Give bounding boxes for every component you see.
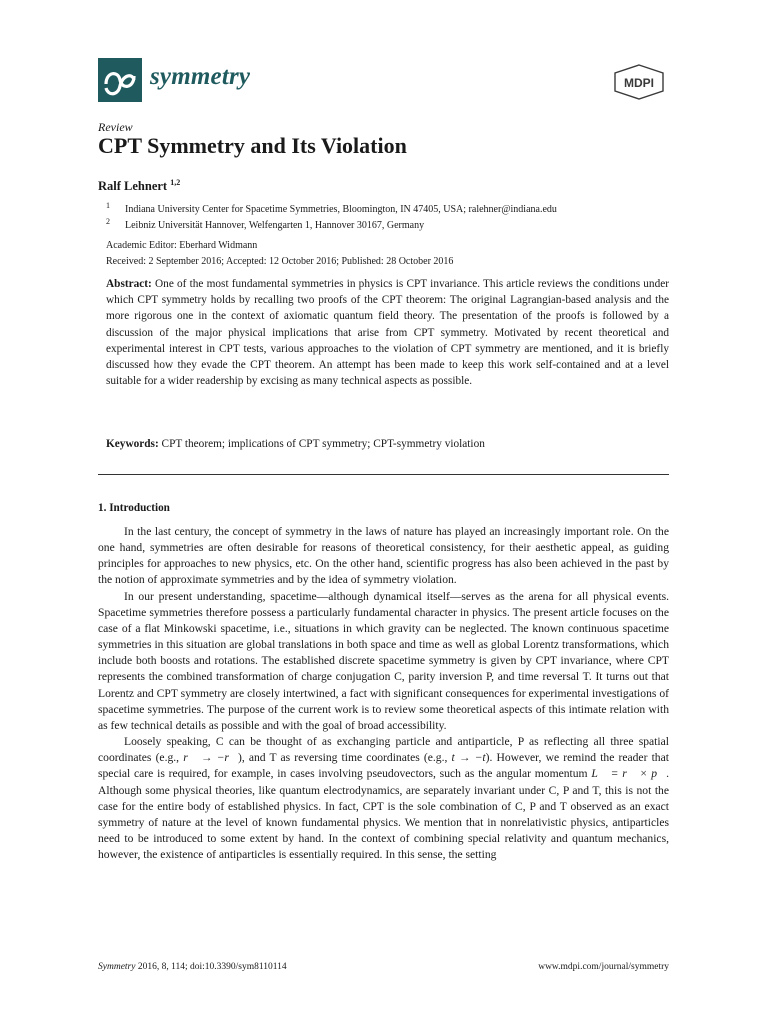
abstract bbox=[106, 276, 669, 389]
text-run: Loosely speaking, C can be thought of as exchanging particle and antiparticle, P as reflecting all three spatial coordinates (e.g., bbox=[98, 735, 669, 765]
affiliation-text: Indiana University Center for Spacetime Symmetries, Bloomington, IN 47405, USA; ralehner@indiana.edu bbox=[125, 204, 557, 215]
author-line bbox=[98, 178, 180, 194]
text-run: . Although some physical theories, like quantum electrodynamics, are separately invariant under C, P and T, this is not the case for the entire body of established physics. In fact, CPT is the sole combination of C, P and T observed as an exact symmetry of nature at the level of known fundamental physics. We mention that in nonrelativistic physics, antiparticles need to be introduced to some extent by hand. In the context of combining special relativity and quantum mechanics, however, the existence of antiparticles is essentially required. In this sense, the setting bbox=[98, 767, 669, 862]
article-type: Review bbox=[98, 120, 133, 134]
section-heading: 1. Introduction bbox=[98, 502, 170, 514]
math-inline: r⃗ → −r⃗ bbox=[183, 751, 238, 765]
footer-journal: Symmetry bbox=[98, 962, 136, 972]
footer-citation-text: 2016, 8, 114; doi:10.3390/sym8110114 bbox=[135, 962, 287, 972]
text-run: ), and T as reversing time coordinates (e.g., bbox=[237, 751, 452, 765]
abstract-text: One of the most fundamental symmetries in physics is CPT invariance. This article reviews the conditions under which CPT symmetry holds by recalling two proofs of the CPT theorem: The original Lagrangian-based analysis and the more rigorous one in the context of axiomatic quantum field theory. The presentation of the proofs is followed by a discussion of the major physical implications that arise from CPT symmetry. Motivated by recent theoretical and experimental interest in CPT tests, various approaches to the violation of CPT symmetry are mentioned, and it is briefly discussed how they evade the CPT theorem. An attempt has been made to keep this work self-contained and at a level suitable for a wider readership by excising as many technical aspects as possible. bbox=[106, 278, 670, 388]
section-body bbox=[98, 524, 669, 863]
keywords-label: Keywords: bbox=[106, 438, 159, 450]
author-name: Ralf Lehnert bbox=[98, 179, 168, 194]
article-title: CPT Symmetry and Its Violation bbox=[98, 133, 407, 158]
abstract-label: Abstract: bbox=[106, 278, 152, 290]
academic-editor: Academic Editor: Eberhard Widmann bbox=[106, 240, 258, 251]
affiliation-text: Leibniz Universität Hannover, Welfengarten 1, Hannover 30167, Germany bbox=[125, 220, 425, 231]
journal-name: symmetry bbox=[150, 63, 251, 90]
paragraph bbox=[98, 734, 669, 863]
footer-url[interactable]: www.mdpi.com/journal/symmetry bbox=[538, 962, 669, 972]
symmetry-logo-icon bbox=[98, 58, 142, 102]
affiliation-number: 1 bbox=[106, 201, 110, 210]
affiliation-number: 2 bbox=[106, 217, 110, 226]
divider bbox=[98, 474, 669, 475]
text-run: ). However, we remind the reader that special care is required, for example, in cases involving pseudovectors, such as the angular momentum bbox=[98, 751, 669, 781]
keywords bbox=[106, 438, 669, 450]
author-superscript: 1,2 bbox=[170, 178, 181, 187]
mdpi-logo-icon bbox=[612, 64, 666, 100]
publisher-name: MDPI bbox=[624, 76, 654, 90]
math-inline: L⃗ = r⃗ × p⃗ bbox=[591, 767, 667, 781]
math-inline: t → −t bbox=[451, 751, 486, 765]
paragraph: In the last century, the concept of symmetry in the laws of nature has played an increasingly important role. On the one hand, symmetries are often desirable for reasons of theoretical consistency, for their aesthetic appeal, as guiding principles for approaches to new physics, etc. On the other hand, scientific progress has also been achieved in the past by the notion of approximate symmetries and by the idea of symmetry violation. bbox=[98, 525, 669, 587]
keywords-text: CPT theorem; implications of CPT symmetry; CPT-symmetry violation bbox=[161, 438, 485, 450]
footer-citation bbox=[98, 962, 287, 972]
paragraph: In our present understanding, spacetime—although dynamical itself—serves as the arena for all physical events. Spacetime symmetries therefore possess a particularly fundamental character in physics. The present article focuses on the case of a flat Minkowski spacetime, i.e., situations in which gravity can be neglected. The known continuous spacetime symmetries in this situation are global translations in both space and time as well as global Lorentz transformations, which include both boosts and rotations. The established discrete spacetime symmetry is given by CPT invariance, where CPT represents the combined transformation of charge conjugation C, parity inversion P, and time reversal T. It turns out that Lorentz and CPT symmetry are closely intertwined, a fact with significant consequences for experimental investigations of spacetime symmetries. The purpose of the current work is to review some theoretical aspects of this intimate relation with as few technical details as possible and with the goal of broad accessibility. bbox=[98, 589, 669, 732]
publication-dates: Received: 2 September 2016; Accepted: 12 October 2016; Published: 28 October 2016 bbox=[106, 256, 454, 267]
